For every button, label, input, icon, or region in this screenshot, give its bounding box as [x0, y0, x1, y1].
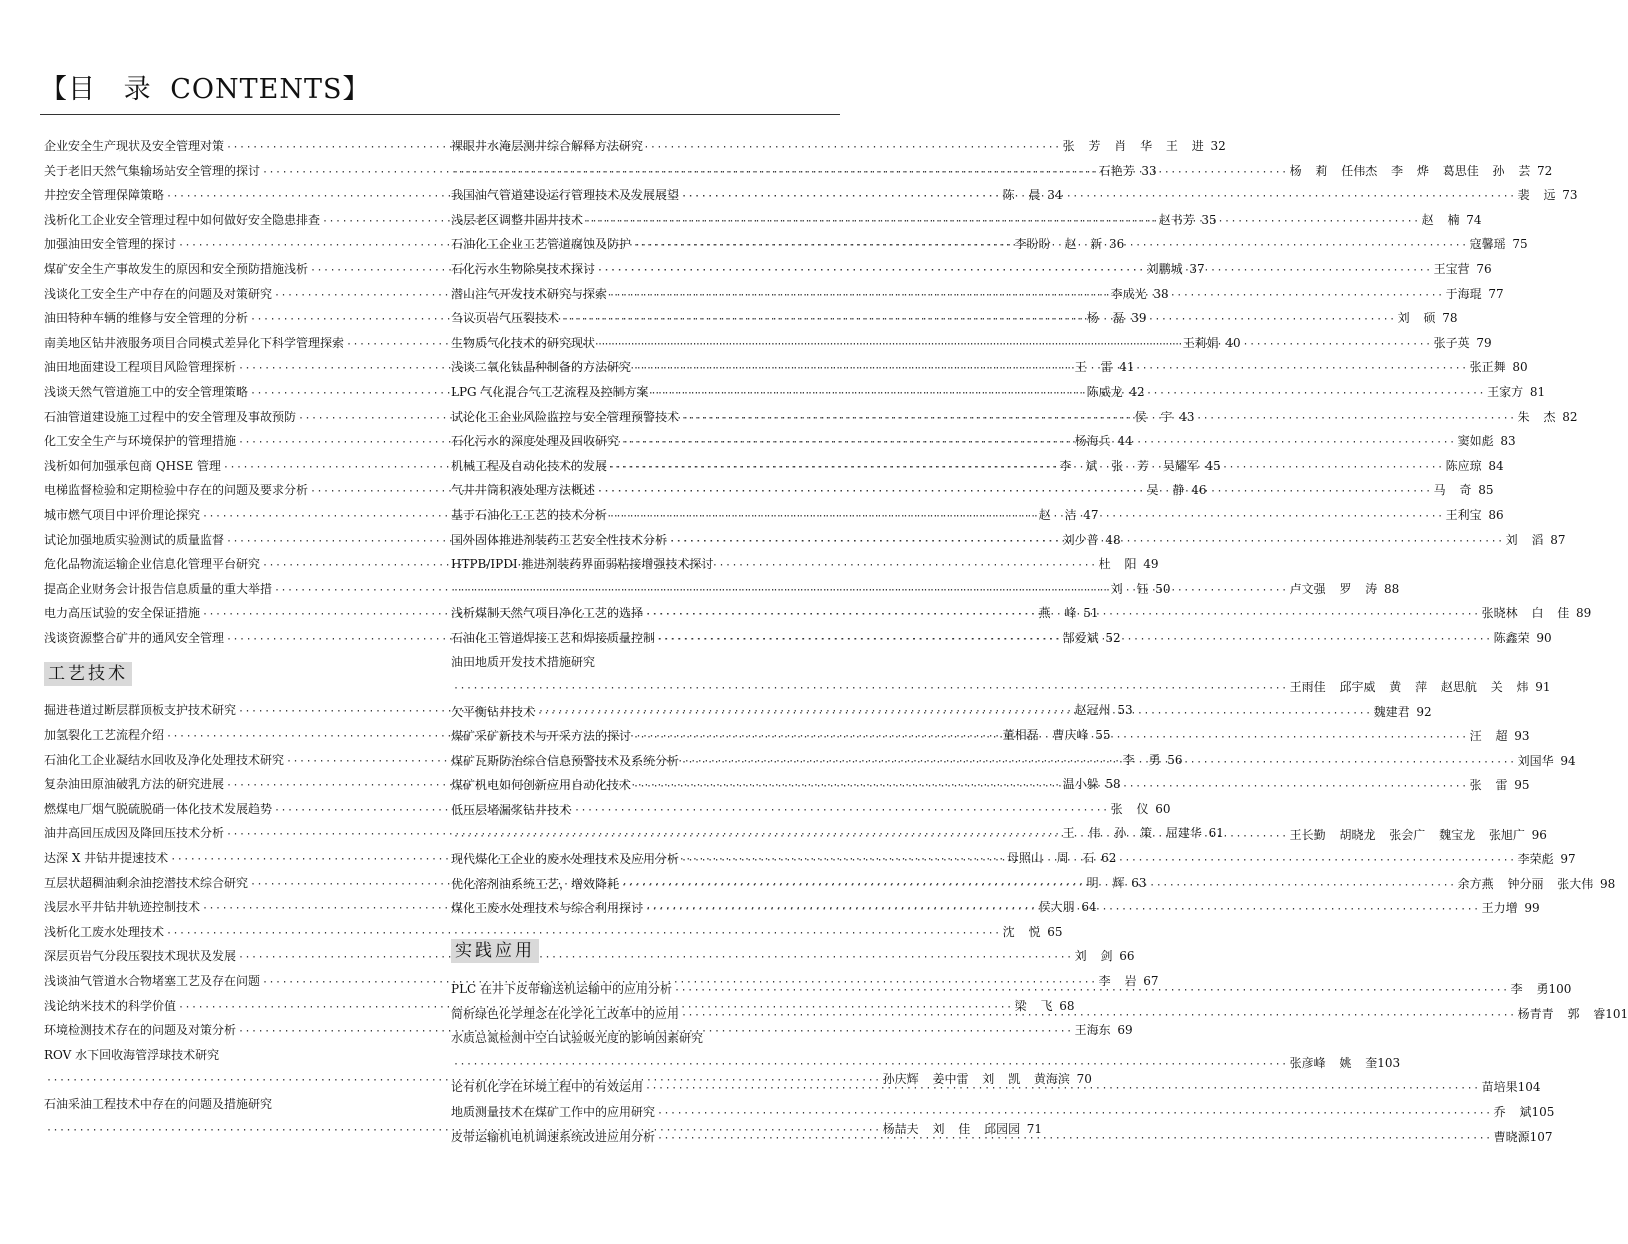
toc-entry-title: HTPB/IPDI 推进剂装药界面弱粘接增强技术探讨	[451, 557, 714, 572]
toc-entry-authors: 张正舞	[1469, 360, 1506, 375]
toc-entry-title: 掘进巷道过断层群顶板支护技术研究	[44, 703, 237, 718]
toc-entry-page: 72	[1537, 163, 1553, 178]
toc-entry	[44, 159, 1157, 184]
leader-dots	[645, 898, 1480, 923]
toc-entry-page: 66	[1119, 949, 1135, 964]
toc-entry-authors: 魏建君	[1373, 704, 1410, 719]
toc-entry-page: 104	[1517, 1080, 1541, 1095]
toc-entry-authors: 曹晓源	[1493, 1129, 1530, 1144]
toc-entry-title: 国外固体推进剂装药工艺安全性技术分析	[451, 532, 668, 547]
toc-entry-authors: 乔 斌	[1493, 1104, 1532, 1119]
toc-entry-title: 试论化工企业风险监控与安全管理预警技术	[451, 409, 680, 424]
toc-entry-page: 107	[1529, 1129, 1553, 1144]
toc-entry-title: 裸眼井水淹层测井综合解释方法研究	[451, 139, 644, 153]
toc-entry-page: 84	[1488, 458, 1504, 473]
toc-entry-authors: 朱 杰	[1517, 409, 1556, 424]
leader-dots	[633, 775, 1468, 800]
toc-entry-authors: 侯大朋	[1038, 900, 1075, 915]
toc-entry-page: 75	[1512, 237, 1528, 252]
toc-entry-authors: 杨喆夫 刘 佳 邱园园	[882, 1121, 1021, 1136]
toc-entry-authors: 陈鑫荣	[1493, 630, 1530, 645]
toc-entry-page: 40	[1225, 335, 1241, 350]
toc-entry-authors: 王 雷	[1074, 360, 1113, 375]
toc-entry-title: 浅析如何加强承包商 QHSE 管理	[44, 458, 221, 473]
toc-entry-title: 浅谈资源整合矿井的通风安全管理	[44, 630, 225, 645]
toc-entry-authors: 张 芳 肖 华 王 进	[1062, 139, 1204, 153]
toc-entry-authors: 张晓林 白 佳	[1481, 606, 1570, 621]
toc-entry-authors: 马 奇	[1433, 483, 1472, 498]
toc-entry-title: 达深 X 井钻井提速技术	[44, 851, 169, 866]
leader-dots	[645, 1077, 1480, 1102]
toc-entry-page: 65	[1047, 924, 1063, 939]
toc-entry-authors: 梁 飞	[1014, 998, 1053, 1013]
bracket-close: 】	[342, 74, 371, 105]
section-header: 工艺技术	[44, 662, 132, 686]
toc-entry-title: 石油化工企业凝结水回收及净化处理技术研究	[44, 752, 285, 767]
toc-entry-title: 试论加强地质实验测试的质量监督	[44, 532, 225, 547]
leader-dots	[597, 480, 1432, 505]
toc-entry-title: 石化污水生物除臭技术探讨	[451, 261, 596, 276]
toc-entry-authors: 刘国华	[1517, 753, 1554, 768]
toc-entry-page: 64	[1081, 900, 1097, 915]
toc-entry-title: 基于石油化工工艺的技术分析	[451, 507, 608, 522]
leader-dots	[453, 677, 1288, 702]
toc-entry-page: 90	[1536, 630, 1552, 645]
toc-entry-title: 加氢裂化工艺流程介绍	[44, 728, 165, 743]
toc-entry-title: 气井井筒积液处理方法概述	[451, 483, 596, 498]
toc-entry-title: 机械工程及自动化技术的发展	[451, 458, 608, 473]
toc-entry-title: 燃煤电厂烟气脱硫脱硝一体化技术发展趋势	[44, 801, 273, 816]
toc-entry-page: 74	[1466, 212, 1482, 227]
toc-entry-title: 皮带运输机电机调速系统改进应用分析	[451, 1129, 656, 1144]
toc-entry-authors: 赵 洁	[1038, 507, 1077, 522]
toc-entry-title: 欠平衡钻井技术	[451, 704, 536, 719]
toc-entry-title: 危化品物流运输企业信息化管理平台研究	[44, 557, 261, 572]
toc-entry-title: 油田特种车辆的维修与安全管理的分析	[44, 311, 249, 326]
toc-entry-page: 81	[1529, 384, 1546, 399]
toc-entry-title: 油井高回压成因及降回压技术分析	[44, 826, 225, 841]
leader-dots	[681, 185, 1516, 210]
toc-entry-page: 45	[1205, 458, 1221, 473]
bracket-open: 【	[40, 74, 68, 105]
leader-dots	[621, 874, 1456, 899]
toc-entry-page: 35	[1201, 212, 1217, 227]
toc-entry-authors: 张彦峰 姚 奎	[1289, 1055, 1378, 1070]
toc-entry-authors: 杜 阳	[1098, 557, 1137, 572]
toc-entry-title: 电力高压试验的安全保证措施	[44, 606, 201, 621]
toc-entry-title: 浅析煤制天然气项目净化工艺的选择	[451, 606, 644, 621]
toc-entry-page: 62	[1101, 851, 1117, 866]
title-chinese: 目 录	[68, 74, 161, 105]
leader-dots	[650, 382, 1485, 407]
toc-entry-page: 80	[1512, 360, 1528, 375]
toc-entry-authors: 苗培果	[1481, 1080, 1518, 1095]
toc-entry-authors: 杨 莉 任伟杰 李 烨 葛思佳 孙 芸	[1289, 163, 1531, 178]
header-rule	[40, 114, 840, 115]
toc-entry-page: 101	[1605, 1006, 1628, 1021]
toc-entry-page: 91	[1535, 680, 1551, 695]
toc-entry-title: 石油化工管道焊接工艺和焊接质量控制	[451, 630, 656, 645]
toc-entry-authors: 汪 超	[1469, 729, 1508, 744]
toc-entry-title: 现代煤化工企业的废水处理技术及应用分析	[451, 852, 680, 867]
toc-entry-title: 石油化工企业工艺管道腐蚀及防护	[451, 237, 632, 252]
toc-entry-page: 71	[1026, 1121, 1043, 1136]
toc-entry-page: 36	[1109, 237, 1125, 252]
toc-entry-title: 生物质气化技术的研究现状	[451, 335, 596, 350]
toc-entry-title: 煤矿机电如何创新应用自动化技术	[451, 778, 632, 793]
toc-entry-page: 94	[1560, 753, 1576, 768]
toc-entry-title: 浅谈二氧化钛晶种制备的方法研究	[451, 360, 632, 375]
toc-entry-authors: 刘少普	[1062, 532, 1099, 547]
leader-dots	[633, 726, 1468, 751]
toc-entry	[44, 920, 1063, 945]
leader-dots	[621, 431, 1456, 456]
toc-entry-title: 浅层老区调整井固井技术	[451, 212, 584, 227]
toc-entry-authors: 王宝营	[1433, 261, 1470, 276]
toc-entry-page: 73	[1562, 188, 1578, 203]
toc-entry-authors: 孙庆辉 姜中雷 刘 凯 黄海滨	[882, 1072, 1070, 1087]
toc-entry	[44, 577, 1171, 602]
toc-entry-authors: 刘 钰	[1110, 581, 1149, 596]
toc-entry-page: 38	[1153, 286, 1169, 301]
toc-entry-page: 78	[1442, 311, 1458, 326]
toc-entry-title: 油田地面建设工程项目风险管理探析	[44, 360, 237, 375]
toc-entry-page: 60	[1155, 801, 1171, 816]
toc-entry-authors: 刘 滔	[1505, 532, 1544, 547]
toc-entry-page: 39	[1131, 311, 1147, 326]
toc-entry-authors: 李成光	[1110, 286, 1147, 301]
toc-entry-title: 刍议页岩气压裂技术	[451, 311, 560, 326]
toc-entry	[44, 821, 1224, 846]
toc-entry-title: 浅析化工企业安全管理过程中如何做好安全隐患排查	[44, 212, 321, 227]
leader-dots	[453, 579, 1288, 604]
toc-entry-page: 34	[1047, 188, 1063, 203]
toc-entry-authors: 王海东	[1074, 1023, 1111, 1038]
toc-entry	[451, 1051, 1401, 1076]
toc-entry-authors: 李荣彪	[1517, 852, 1554, 867]
section-header-wrap	[451, 921, 843, 977]
toc-entry-title: 地质测量技术在煤矿工作中的应用研究	[451, 1104, 656, 1119]
leader-dots	[561, 308, 1396, 333]
toc-entry-authors: 母照山 周 石	[1006, 851, 1095, 866]
toc-entry-page: 99	[1524, 901, 1540, 916]
toc-entry-title: 潜山注气开发技术研究与探索	[451, 286, 608, 301]
toc-entry-authors: 王 伟 孙 策 屈建华	[1062, 826, 1202, 841]
toc-entry-page: 47	[1083, 507, 1099, 522]
leader-dots	[453, 161, 1288, 186]
toc-entry-authors: 燕 峰	[1038, 606, 1077, 621]
toc-entry-authors: 杨青青 郭 睿	[1517, 1006, 1606, 1021]
toc-entry-page: 48	[1105, 532, 1121, 547]
leader-dots	[645, 603, 1480, 628]
toc-entry-page: 46	[1191, 483, 1207, 498]
toc-entry-title: 石油管道建设施工过程中的安全管理及事故预防	[44, 409, 297, 424]
toc-entry-title: 简析绿色化学理念在化学化工改革中的应用	[451, 1006, 680, 1021]
toc-entry-title: LPG 气化混合气工艺流程及控制方案	[451, 384, 649, 399]
toc-entry-title: 浅层水平井钻井轨迹控制技术	[44, 900, 201, 915]
toc-entry-page: 56	[1167, 752, 1183, 767]
toc-entry-authors: 赵冠州	[1074, 703, 1111, 718]
toc-entry-page: 79	[1476, 335, 1492, 350]
toc-entry-page: 105	[1531, 1104, 1555, 1119]
toc-entry-page: 95	[1514, 778, 1530, 793]
leader-dots	[585, 210, 1420, 235]
toc-entry-title: 油田地质开发技术措施研究	[451, 655, 596, 670]
leader-dots	[609, 456, 1444, 481]
page-title	[40, 70, 840, 110]
toc-entry-page: 63	[1131, 875, 1147, 890]
toc-entry-title: 复杂油田原油破乳方法的研究进展	[44, 777, 225, 792]
toc-entry-authors: 明 辉	[1086, 875, 1125, 890]
toc-entry-page: 69	[1117, 1023, 1133, 1038]
toc-entry-page: 61	[1208, 826, 1224, 841]
section-header-wrap	[44, 650, 436, 698]
toc-entry-title: 水质总氮检测中空白试验吸光度的影响因素研究	[451, 1031, 704, 1046]
leader-dots	[633, 234, 1468, 259]
leader-dots	[669, 530, 1504, 555]
leader-dots	[674, 979, 1509, 1004]
toc-entry-authors: 余方燕 钟分丽 张大伟	[1457, 876, 1594, 891]
leader-dots	[537, 702, 1372, 727]
toc-entry-page: 33	[1141, 163, 1157, 178]
toc-entry-title: 煤化工废水处理技术与综合利用探讨	[451, 901, 644, 916]
toc-entry-authors: 裴 远	[1517, 188, 1556, 203]
toc-entry-page: 92	[1416, 704, 1432, 719]
toc-entry-title: 关于老旧天然气集输场站安全管理的探讨	[44, 163, 261, 178]
toc-entry-page: 77	[1488, 286, 1504, 301]
toc-entry-authors: 李盼盼 赵 新	[1014, 237, 1103, 252]
toc-entry-title: 我国油气管道建设运行管理技术及发展展望	[451, 188, 680, 203]
toc-entry-page: 32	[1210, 139, 1226, 153]
toc-entry-page: 86	[1488, 507, 1504, 522]
toc-entry-title: 浅谈天然气管道施工中的安全管理策略	[44, 384, 249, 399]
section-header: 实践应用	[451, 939, 539, 963]
title-english: CONTENTS	[170, 74, 343, 105]
toc-entry-page: 97	[1560, 852, 1576, 867]
toc-entry-title: 石油采油工程技术中存在的问题及措施研究	[44, 1096, 273, 1111]
leader-dots	[657, 1102, 1492, 1127]
toc-entry-title: 提高企业财务会计报告信息质量的重大举措	[44, 581, 273, 596]
toc-entry-title: 深层页岩气分段压裂技术现状及发展	[44, 949, 237, 964]
toc-entry-title: 浅谈油气管道水合物堵塞工艺及存在问题	[44, 974, 261, 988]
toc-entry-authors: 李 勇	[1510, 982, 1549, 996]
toc-entry-authors: 王力增	[1481, 901, 1518, 916]
toc-entry-title: 南美地区钻井液服务项目合同模式差异化下科学管理探索	[44, 335, 345, 350]
toc-entry-authors: 张 仪	[1110, 801, 1149, 816]
toc-entry-page: 89	[1576, 606, 1592, 621]
toc-entry	[451, 1100, 1555, 1125]
toc-entry-authors: 陈 晨	[1002, 188, 1041, 203]
toc-entry-page: 58	[1105, 777, 1121, 792]
leader-dots	[681, 751, 1516, 776]
toc-entry-authors: 杨海兵	[1074, 434, 1111, 449]
leader-dots	[597, 333, 1432, 358]
toc-entry-page: 103	[1377, 1055, 1401, 1070]
toc-entry-page: 43	[1179, 409, 1195, 424]
toc-entry-page: 42	[1129, 384, 1145, 399]
leader-dots	[681, 407, 1516, 432]
toc-entry-title: 煤矿采矿新技术与开采方法的探讨	[451, 729, 632, 744]
toc-entry-title: 浅论纳米技术的科学价值	[44, 998, 177, 1013]
toc-entry-title: 煤矿安全生产事故发生的原因和安全预防措施浅析	[44, 261, 309, 276]
toc-entry-page: 70	[1076, 1072, 1092, 1087]
toc-entry-page: 55	[1095, 728, 1111, 743]
toc-entry-page: 87	[1550, 532, 1566, 547]
toc-entry-authors: 沈 悦	[1002, 924, 1041, 939]
toc-entry-page: 68	[1059, 998, 1075, 1013]
toc-entry-page: 51	[1083, 606, 1099, 621]
leader-dots	[453, 825, 1288, 850]
toc-entry-authors: 窦如彪	[1457, 434, 1494, 449]
toc-header	[40, 70, 840, 110]
toc-entry-authors: 刘 剑	[1074, 949, 1113, 964]
toc-entry-title: 浅谈化工安全生产中存在的问题及对策研究	[44, 286, 273, 301]
toc-entry-page: 98	[1600, 876, 1616, 891]
leader-dots	[609, 505, 1444, 530]
toc-entry-authors: 赵 楠	[1421, 212, 1460, 227]
toc-entry-title: 论有机化学在环境工程中的有效运用	[451, 1080, 644, 1095]
toc-entry-authors: 刘 硕	[1397, 311, 1436, 326]
toc-entry-page: 53	[1117, 703, 1133, 718]
toc-entry-authors: 郜爱斌	[1062, 630, 1099, 645]
toc-entry-title: 加强油田安全管理的探讨	[44, 237, 177, 252]
toc-entry-authors: 寇馨瑶	[1469, 237, 1506, 252]
toc-entry-authors: 张子英	[1433, 335, 1470, 350]
leader-dots	[633, 357, 1468, 382]
toc-entry-authors: 卢文强 罗 涛	[1289, 581, 1378, 596]
leader-dots	[681, 849, 1516, 874]
toc-entry-authors: 李 勇	[1122, 752, 1161, 767]
toc-entry-authors: 王莉娟	[1182, 335, 1219, 350]
toc-entry-authors: 于海琨	[1445, 286, 1482, 301]
toc-entry-authors: 王利宝	[1445, 507, 1482, 522]
leader-dots	[681, 1004, 1516, 1029]
toc-entry-title: 浅析化工废水处理技术	[44, 924, 165, 939]
toc-entry-authors: 赵书芳	[1158, 212, 1195, 227]
toc-entry-authors: 杨 磊	[1086, 311, 1125, 326]
toc-entry-title: 优化溶剂油系统工艺，增效降耗	[451, 876, 620, 891]
leader-dots	[597, 259, 1432, 284]
leader-dots	[453, 1053, 1288, 1078]
toc-entry-title: 环境检测技术存在的问题及对策分析	[44, 1023, 237, 1038]
toc-entry-authors: 李 岩	[1098, 974, 1137, 988]
toc-entry-page: 37	[1189, 261, 1205, 276]
toc-entry-title: 石化污水的深度处理及回收研究	[451, 434, 620, 449]
toc-entry-page: 82	[1562, 409, 1578, 424]
toc-entry-authors: 温小躲	[1062, 777, 1099, 792]
leader-dots	[657, 628, 1492, 653]
toc-entry-title: 化工安全生产与环境保护的管理措施	[44, 434, 237, 449]
toc-entry-page: 52	[1105, 630, 1121, 645]
toc-entry-title: 城市燃气项目中评价理论探究	[44, 507, 201, 522]
toc-entry-page: 96	[1531, 827, 1547, 842]
toc-entry-page: 100	[1548, 982, 1572, 996]
toc-entry-authors: 刘鹏城	[1146, 261, 1183, 276]
toc-entry-authors: 董相磊 曹庆峰	[1002, 728, 1089, 743]
toc-entry-page: 41	[1119, 360, 1135, 375]
toc-entry-authors: 张 雷	[1469, 778, 1508, 793]
toc-entry-authors: 李 斌 张 芳 吴耀军	[1059, 458, 1199, 473]
toc-entry-authors: 陈应琼	[1445, 458, 1482, 473]
toc-entry-page: 83	[1500, 434, 1516, 449]
toc-entry-page: 85	[1478, 483, 1494, 498]
toc-entry-authors: 王雨佳 邱宇威 黄 萍 赵思航 关 炜	[1289, 680, 1529, 695]
toc-entry-authors: 石艳芳	[1098, 163, 1135, 178]
toc-entry-title: 电梯监督检验和定期检验中存在的问题及要求分析	[44, 483, 309, 498]
toc-entry-title: 互层状超稠油剩余油挖潜技术综合研究	[44, 875, 249, 890]
leader-dots	[609, 284, 1444, 309]
toc-entry	[451, 675, 1551, 700]
toc-entry-authors: 王长勤 胡晓龙 张会广 魏宝龙 张旭广	[1289, 827, 1525, 842]
toc-entry-page: 49	[1143, 557, 1159, 572]
toc-entry-title: 低压层堵漏浆钻井技术	[451, 803, 572, 818]
toc-entry-page: 44	[1117, 434, 1133, 449]
leader-dots	[657, 1127, 1492, 1152]
toc-entry-title: 井控安全管理保障策略	[44, 188, 165, 203]
toc-entry-title: 煤矿瓦斯防治综合信息预警技术及系统分析	[451, 753, 680, 768]
toc-entry-page: 50	[1155, 581, 1171, 596]
toc-entry-authors: 侯 宇	[1134, 409, 1173, 424]
toc-entry-authors: 吴 静	[1146, 483, 1185, 498]
toc-entry-page: 93	[1514, 729, 1530, 744]
toc-entry-page: 76	[1476, 261, 1492, 276]
toc-entry-authors: 王家方	[1487, 384, 1524, 399]
toc-entry-title: ROV 水下回收海管浮球技术研究	[44, 1047, 220, 1062]
toc-entry-title: PLC 在井下皮带输送机运输中的应用分析	[451, 982, 673, 996]
toc-entry-authors: 陈威龙	[1086, 384, 1123, 399]
toc-entry-title: 企业安全生产现状及安全管理对策	[44, 139, 225, 153]
toc-entry-page: 88	[1383, 581, 1400, 596]
toc-entry-page: 67	[1143, 974, 1159, 988]
